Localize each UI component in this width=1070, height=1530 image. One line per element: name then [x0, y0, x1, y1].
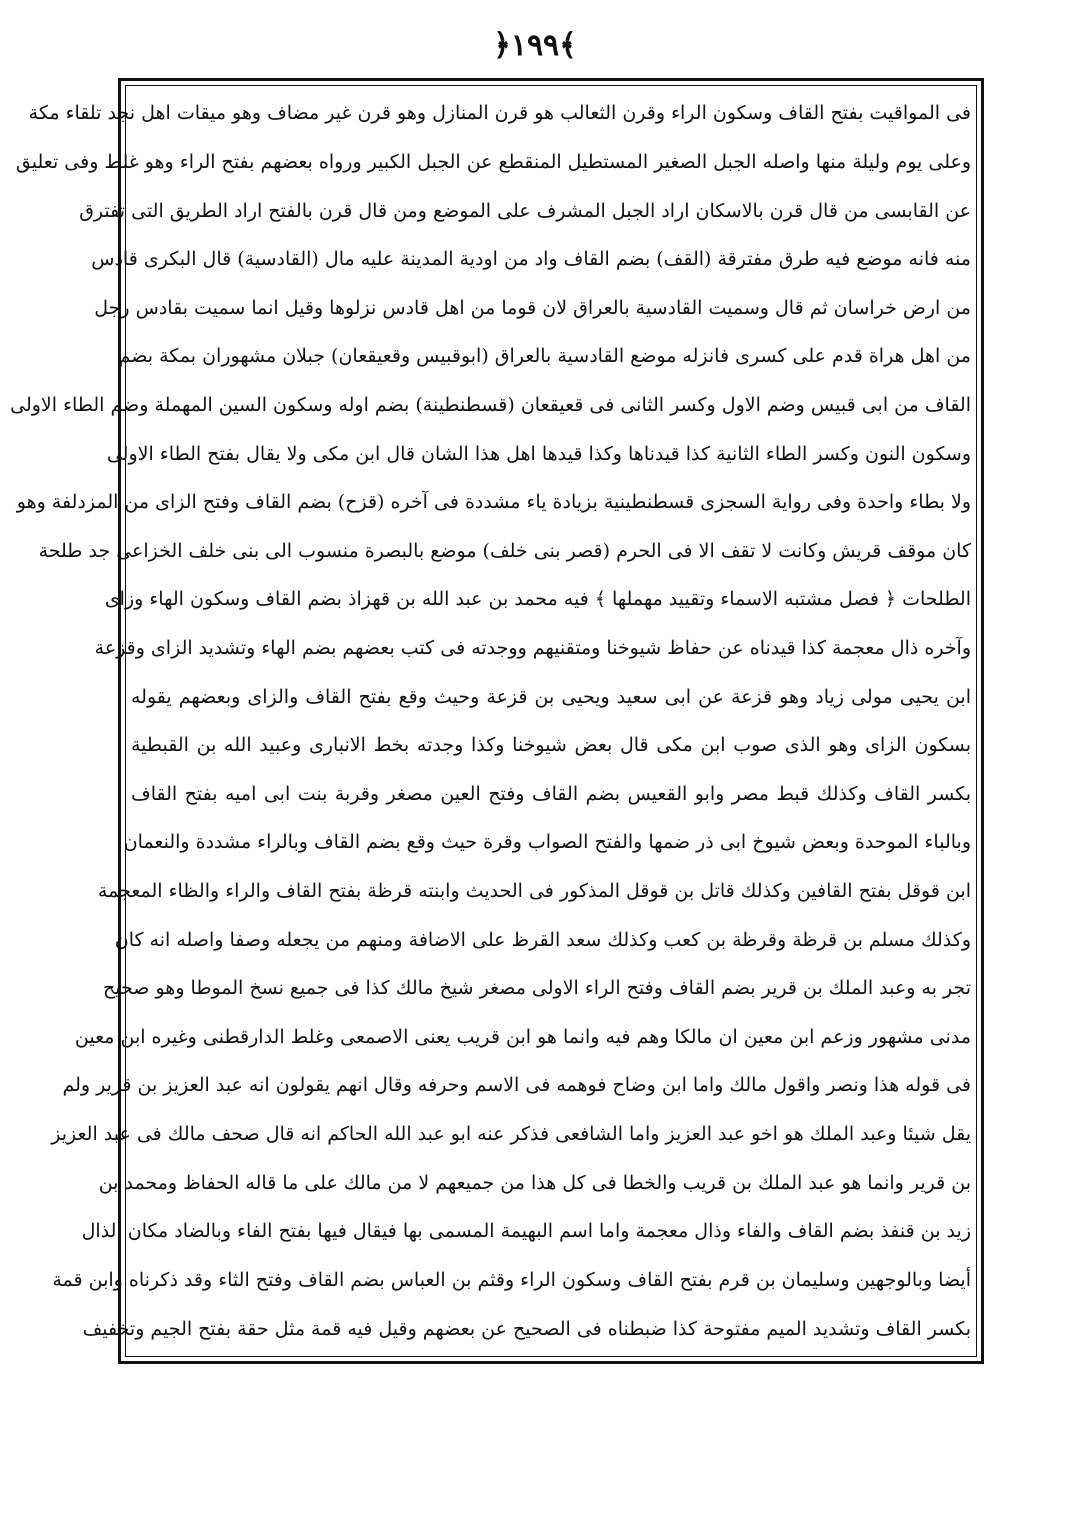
text-line: منه فانه موضع فيه طرق مفترقة (القف) بضم القاف واد من اودية المدينة عليه مال (القادسية) قال البكرى قادس [91, 248, 971, 271]
text-line: يقل شيئا وعبد الملك هو اخو عبد العزيز واما الشافعى فذكر عنه ابو عبد الله الحاكم انه قال صحف مالك فى عبد العزيز [51, 1123, 971, 1146]
text-line: فى المواقيت بفتح القاف وسكون الراء وقرن الثعالب هو قرن المنازل وهو قرن غير مضاف وهو ميقات اهل نجد تلقاء مكة [28, 102, 971, 125]
text-line: من ارض خراسان ثم قال وسميت القادسية بالعراق لان قوما من اهل قادس نزلوها وقيل انما سميت بقادس رجل [94, 296, 971, 319]
text-line: أيضا وبالوجهين وسليمان بن قرم بفتح القاف وسكون الراء وقثم بن العباس بضم القاف وفتح الثاء وقد ذكرناه وابن قمة [52, 1268, 971, 1291]
text-line: فى قوله هذا ونصر واقول مالك واما ابن وضاح فوهمه فى الاسم وحرفه وقال انهم يقولون انه عبد العزيز بن قرير ولم [62, 1074, 971, 1097]
text-line: ابن قوقل بفتح القافين وكذلك قاتل بن قوقل المذكور فى الحديث وابنته قرظة بفتح القاف والراء والظاء المعجمة [97, 880, 971, 903]
text-line: كان موقف قريش وكانت لا تقف الا فى الحرم (قصر بنى خلف) موضع بالبصرة منسوب الى بنى خلف الخزاعى جد طلحة [38, 539, 971, 562]
text-line: بن قرير وانما هو عبد الملك بن قريب والخطا فى كل هذا من جميعهم لا من مالك على ما قاله الحفاظ ومحمد بن [98, 1171, 971, 1194]
text-line: ولا بطاء واحدة وفى رواية السجزى قسطنطينية بزيادة ياء مشددة فى آخره (قزح) بضم القاف وفتح الزاى من المزدلفة وهو [16, 491, 971, 514]
text-line: الطلحات ﴿ فصل مشتبه الاسماء وتقييد مهملها ﴾ فيه محمد بن عبد الله بن قهزاذ بضم القاف وسكون الهاء وزاى [104, 588, 971, 611]
page-number: ﴿١٩٩﴾ [493, 28, 577, 63]
text-line: وبالباء الموحدة وبعض شيوخ ابى ذر ضمها والفتح الصواب وقرة حيث وقع بضم القاف وبالراء مشددة والنعمان [123, 831, 971, 854]
text-line: وسكون النون وكسر الطاء الثانية كذا قيدناها وكذا قيدها اهل هذا الشان قال ابن مكى ولا يقال بفتح الطاء الاولى [106, 442, 971, 465]
text-line: زيد بن قنفذ بضم القاف والفاء وذال معجمة واما اسم البهيمة المسمى بها فيقال فيها بفتح الفاء وبالضاد مكان الذال [81, 1220, 971, 1243]
text-line: وآخره ذال معجمة كذا قيدناه عن حفاظ شيوخنا ومتقنيهم ووجدته فى كتب بعضهم بضم الهاء وتشديد الزاى وقزعة [94, 637, 971, 659]
text-line: بكسر القاف وتشديد الميم مفتوحة كذا ضبطناه فى الصحيح عن بعضهم وقيل فيه قمة مثل حقة بفتح الجيم وتخفيف [82, 1317, 971, 1340]
page-frame [10, 78, 984, 1364]
text-line: وكذلك مسلم بن قرظة وقرظة بن كعب وكذلك سعد القرظ على الاضافة ومنهم من يجعله وصفا واصله انه كان [114, 928, 971, 951]
text-body [10, 89, 971, 1353]
text-line: عن القابسى من قال قرن بالاسكان اراد الجبل المشرف على الموضع ومن قال قرن بالفتح اراد الطريق التى تفترق [79, 199, 971, 222]
text-line: وعلى يوم وليلة منها واصله الجبل الصغير المستطيل المنقطع عن الجبل الكبير ورواه بعضهم بفتح الراء وهو غلط وفى تعليق [15, 150, 971, 173]
text-line: تجر به وعبد الملك بن قرير بضم القاف وفتح الراء الاولى مصغر شيخ مالك كذا فى جميع نسخ الموطا وهو صحيح [103, 977, 971, 1000]
text-line: مدنى مشهور وزعم ابن معين ان مالكا وهم فيه وانما هو ابن قريب يعنى الاصمعى وغلط الدارقطنى وغيره ابن معين [74, 1025, 971, 1048]
text-line: بكسر القاف وكذلك قبط مصر وابو القعيس بضم القاف وفتح العين مصغر وقربة بنت ابى اميه بفتح القاف [131, 782, 971, 805]
text-line: القاف من ابى قبيس وضم الاول وكسر الثانى فى قعيقعان (قسطنطينة) بضم اوله وسكون السين المهملة وضم الطاء الاولى [10, 393, 971, 416]
text-line: ابن يحيى مولى زياد وهو قزعة عن ابى سعيد ويحيى بن قزعة وحيث وقع بفتح القاف والزاى وبعضهم يقوله [131, 685, 971, 708]
text-line: بسكون الزاى وهو الذى صوب ابن مكى قال بعض شيوخنا وكذا وجدته بخط الانبارى وعبيد الله بن القبطية [131, 734, 971, 757]
text-line: من اهل هراة قدم على كسرى فانزله موضع القادسية بالعراق (ابوقبيس وقعيقعان) جبلان مشهوران بمكة بضم [118, 345, 971, 368]
